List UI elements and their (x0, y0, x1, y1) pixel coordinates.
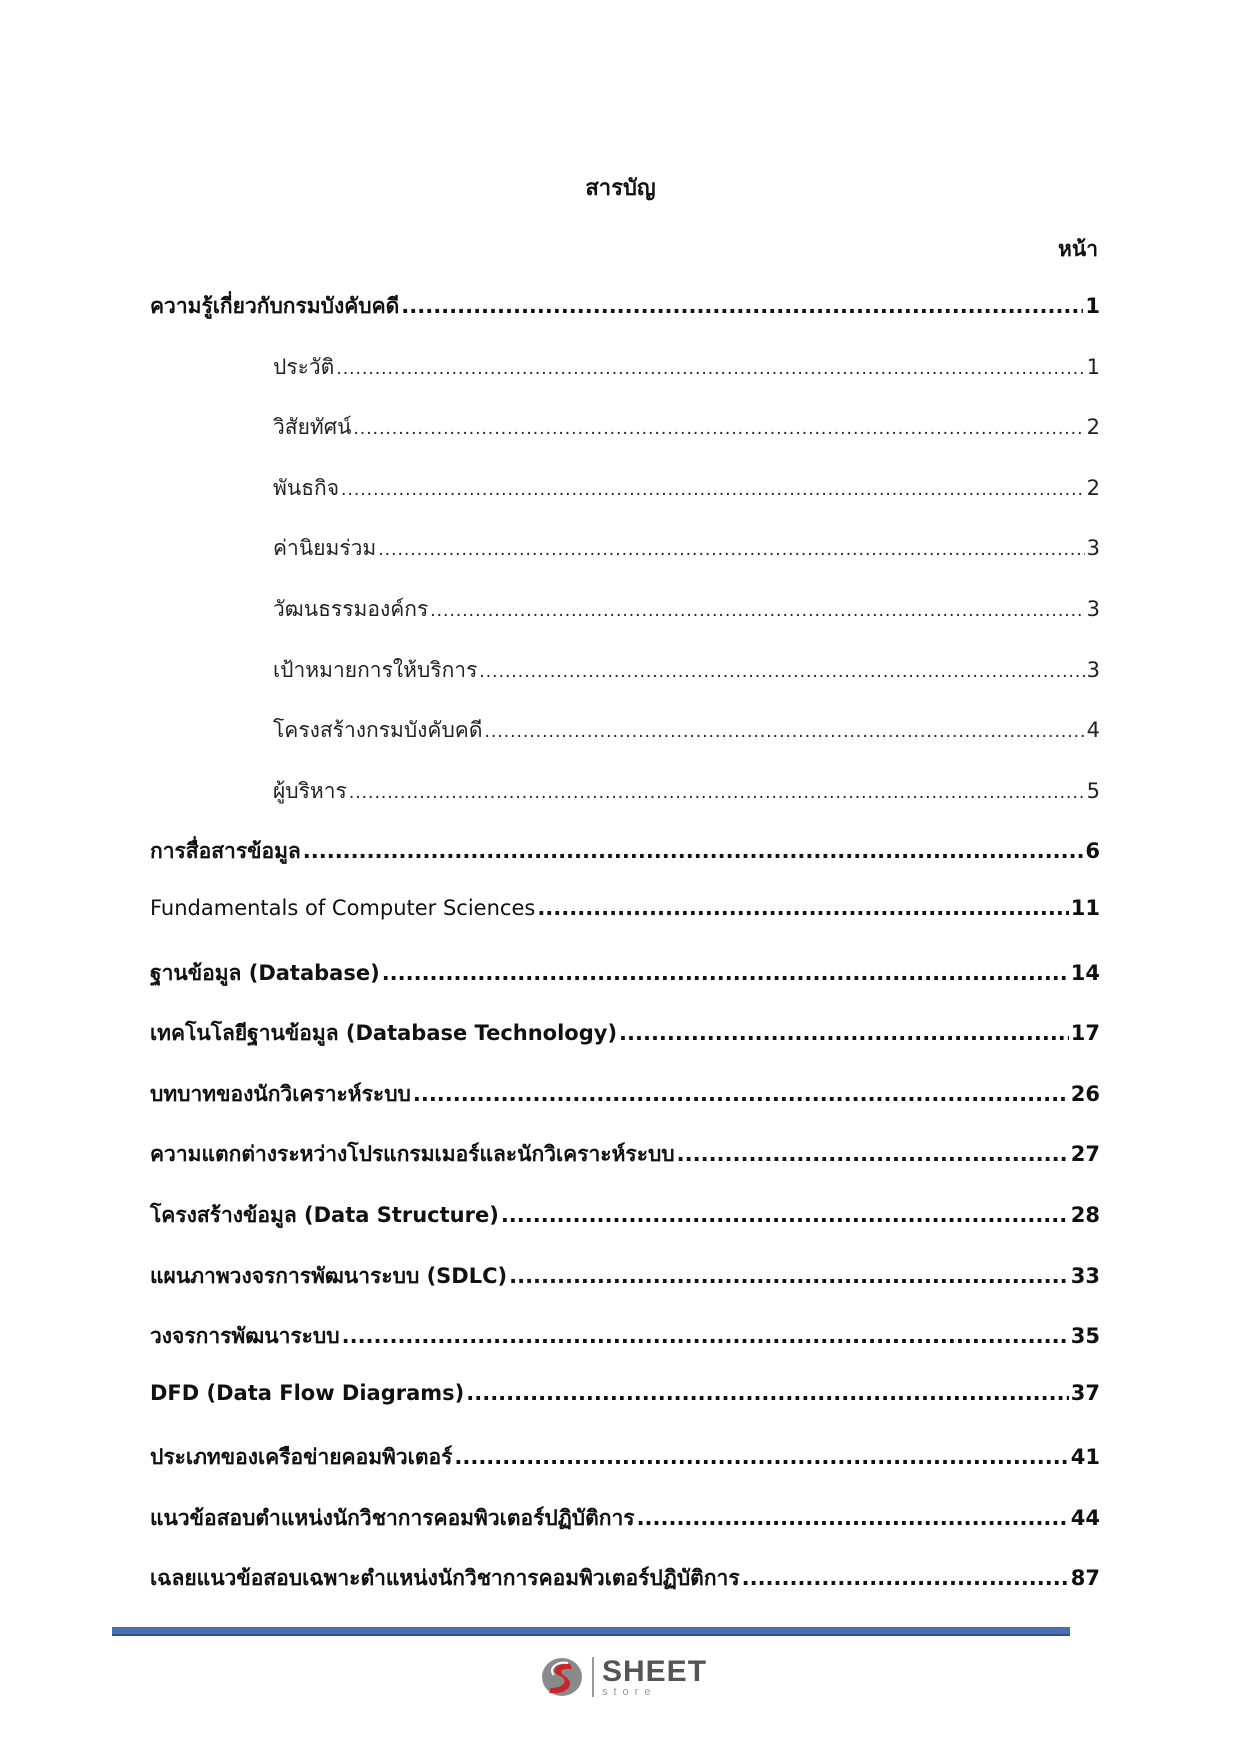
toc-leader-dots (537, 896, 1068, 920)
toc-entry-page: 37 (1070, 1380, 1100, 1405)
toc-entry-page: 14 (1070, 960, 1100, 985)
toc-entry-title: ผู้บริหาร (273, 778, 347, 803)
logo-text (602, 1654, 708, 1698)
toc-entry-title: Fundamentals of Computer Sciences (150, 895, 536, 920)
toc-leader-dots (303, 839, 1084, 863)
toc-entry-page: 28 (1070, 1202, 1100, 1227)
toc-entry-title: DFD (Data Flow Diagrams) (150, 1380, 465, 1405)
toc-entry-page: 6 (1085, 839, 1100, 864)
toc-entry-title: เทคโนโลยีฐานข้อมูล (Database Technology) (150, 1021, 618, 1046)
toc-entry-page: 1 (1086, 354, 1100, 379)
toc-leader-dots (677, 1142, 1069, 1166)
toc-entry-title: โครงสร้างกรมบังคับคดี (273, 718, 483, 743)
toc-leader-dots (742, 1566, 1069, 1590)
toc-entry-title: แผนภาพวงจรการพัฒนาระบบ (SDLC) (150, 1263, 508, 1288)
toc-entry-title: ประเภทของเครือข่ายคอมพิวเตอร์ (150, 1445, 453, 1470)
toc-entry[interactable] (150, 775, 1100, 836)
toc-leader-dots (342, 1324, 1069, 1348)
page-title: สารบัญ (585, 176, 656, 201)
toc-entry[interactable] (150, 896, 1100, 957)
toc-leader-dots (637, 1506, 1069, 1530)
sheet-store-logo (540, 1655, 707, 1699)
toc-entry[interactable] (150, 1441, 1100, 1502)
toc-entry-title: โครงสร้างข้อมูล (Data Structure) (150, 1202, 499, 1227)
toc-leader-dots (349, 783, 1085, 803)
toc-entry-page: 3 (1086, 657, 1100, 682)
toc-entry-page: 26 (1070, 1081, 1100, 1106)
toc-leader-dots (466, 1381, 1069, 1405)
toc-entry-page: 1 (1085, 294, 1100, 318)
toc-leader-dots (485, 722, 1085, 742)
toc-entry-title: ค่านิยมร่วม (273, 536, 377, 561)
toc-entry-page: 17 (1070, 1021, 1100, 1046)
toc-entry[interactable] (150, 957, 1100, 1018)
toc-entry-title: บทบาทของนักวิเคราะห์ระบบ (150, 1081, 411, 1106)
toc-entry[interactable] (150, 654, 1100, 715)
toc-leader-dots (336, 359, 1084, 379)
toc-entry-page: 5 (1086, 778, 1100, 803)
footer-divider-bar (112, 1627, 1070, 1636)
toc-entry[interactable] (150, 1078, 1100, 1139)
toc-entry-page: 33 (1070, 1263, 1100, 1288)
toc-leader-dots (413, 1082, 1069, 1106)
toc-leader-dots (353, 419, 1084, 439)
toc-entry-title: เฉลยแนวข้อสอบเฉพาะตำแหน่งนักวิชาการคอมพิวเตอร์ปฏิบัติการ (150, 1566, 740, 1591)
toc-entry[interactable] (150, 1502, 1100, 1563)
toc-entry[interactable] (150, 472, 1100, 533)
toc-entry-title: ประวัติ (273, 354, 335, 379)
toc-leader-dots (454, 1445, 1068, 1469)
toc-leader-dots (378, 540, 1084, 560)
toc-entry-page: 3 (1086, 596, 1100, 621)
toc-entry-page: 4 (1086, 718, 1100, 743)
toc-entry-page: 3 (1086, 536, 1100, 561)
toc-entry-page: 2 (1086, 415, 1100, 440)
toc-leader-dots (501, 1203, 1069, 1227)
toc-entry-page: 35 (1070, 1324, 1100, 1349)
toc-entry[interactable] (150, 1562, 1100, 1623)
toc-entry[interactable] (150, 1381, 1100, 1442)
logo-separator (592, 1657, 594, 1697)
logo-subword: store (602, 1685, 657, 1698)
toc-leader-dots (382, 961, 1069, 985)
toc-entry[interactable] (150, 1017, 1100, 1078)
toc-entry-title: พันธกิจ (273, 475, 340, 500)
sheet-store-logo-mark-icon (540, 1655, 584, 1699)
toc-entry-title: วงจรการพัฒนาระบบ (150, 1324, 340, 1349)
toc-leader-dots (619, 1021, 1069, 1045)
toc-entry-title: ความแตกต่างระหว่างโปรแกรมเมอร์และนักวิเคราะห์ระบบ (150, 1142, 675, 1167)
toc-entry[interactable] (150, 714, 1100, 775)
page-column-label: หน้า (1058, 237, 1098, 261)
toc-entry-page: 87 (1070, 1566, 1100, 1591)
toc-entry-title: เป้าหมายการให้บริการ (273, 657, 478, 682)
toc-leader-dots (401, 294, 1083, 318)
toc-entry[interactable] (150, 1320, 1100, 1381)
toc-entry[interactable] (150, 351, 1100, 412)
toc-entry[interactable] (150, 593, 1100, 654)
toc-entry-title: วัฒนธรรมองค์กร (273, 596, 429, 621)
toc-entry[interactable] (150, 1199, 1100, 1260)
toc-entry-page: 41 (1070, 1445, 1100, 1470)
toc-entry-page: 44 (1070, 1505, 1100, 1530)
toc-entry-page: 2 (1086, 475, 1100, 500)
toc-entry-page: 27 (1070, 1142, 1100, 1167)
table-of-contents (150, 290, 1100, 1623)
logo-word: SHEET (602, 1654, 708, 1688)
toc-entry-page: 11 (1070, 895, 1100, 920)
toc-entry[interactable] (150, 411, 1100, 472)
toc-entry[interactable] (150, 532, 1100, 593)
toc-entry-title: วิสัยทัศน์ (273, 415, 352, 440)
toc-leader-dots (341, 480, 1085, 500)
toc-leader-dots (509, 1264, 1069, 1288)
toc-leader-dots (479, 662, 1084, 682)
toc-entry-title: การสื่อสารข้อมูล (150, 839, 301, 864)
toc-leader-dots (430, 601, 1084, 621)
toc-entry[interactable] (150, 1138, 1100, 1199)
toc-entry-title: ฐานข้อมูล (Database) (150, 960, 380, 985)
toc-entry[interactable] (150, 835, 1100, 896)
toc-entry-title: แนวข้อสอบตำแหน่งนักวิชาการคอมพิวเตอร์ปฏิบัติการ (150, 1505, 635, 1530)
toc-entry-title: ความรู้เกี่ยวกับกรมบังคับคดี (150, 294, 400, 318)
toc-entry[interactable] (150, 290, 1100, 351)
toc-entry[interactable] (150, 1260, 1100, 1321)
